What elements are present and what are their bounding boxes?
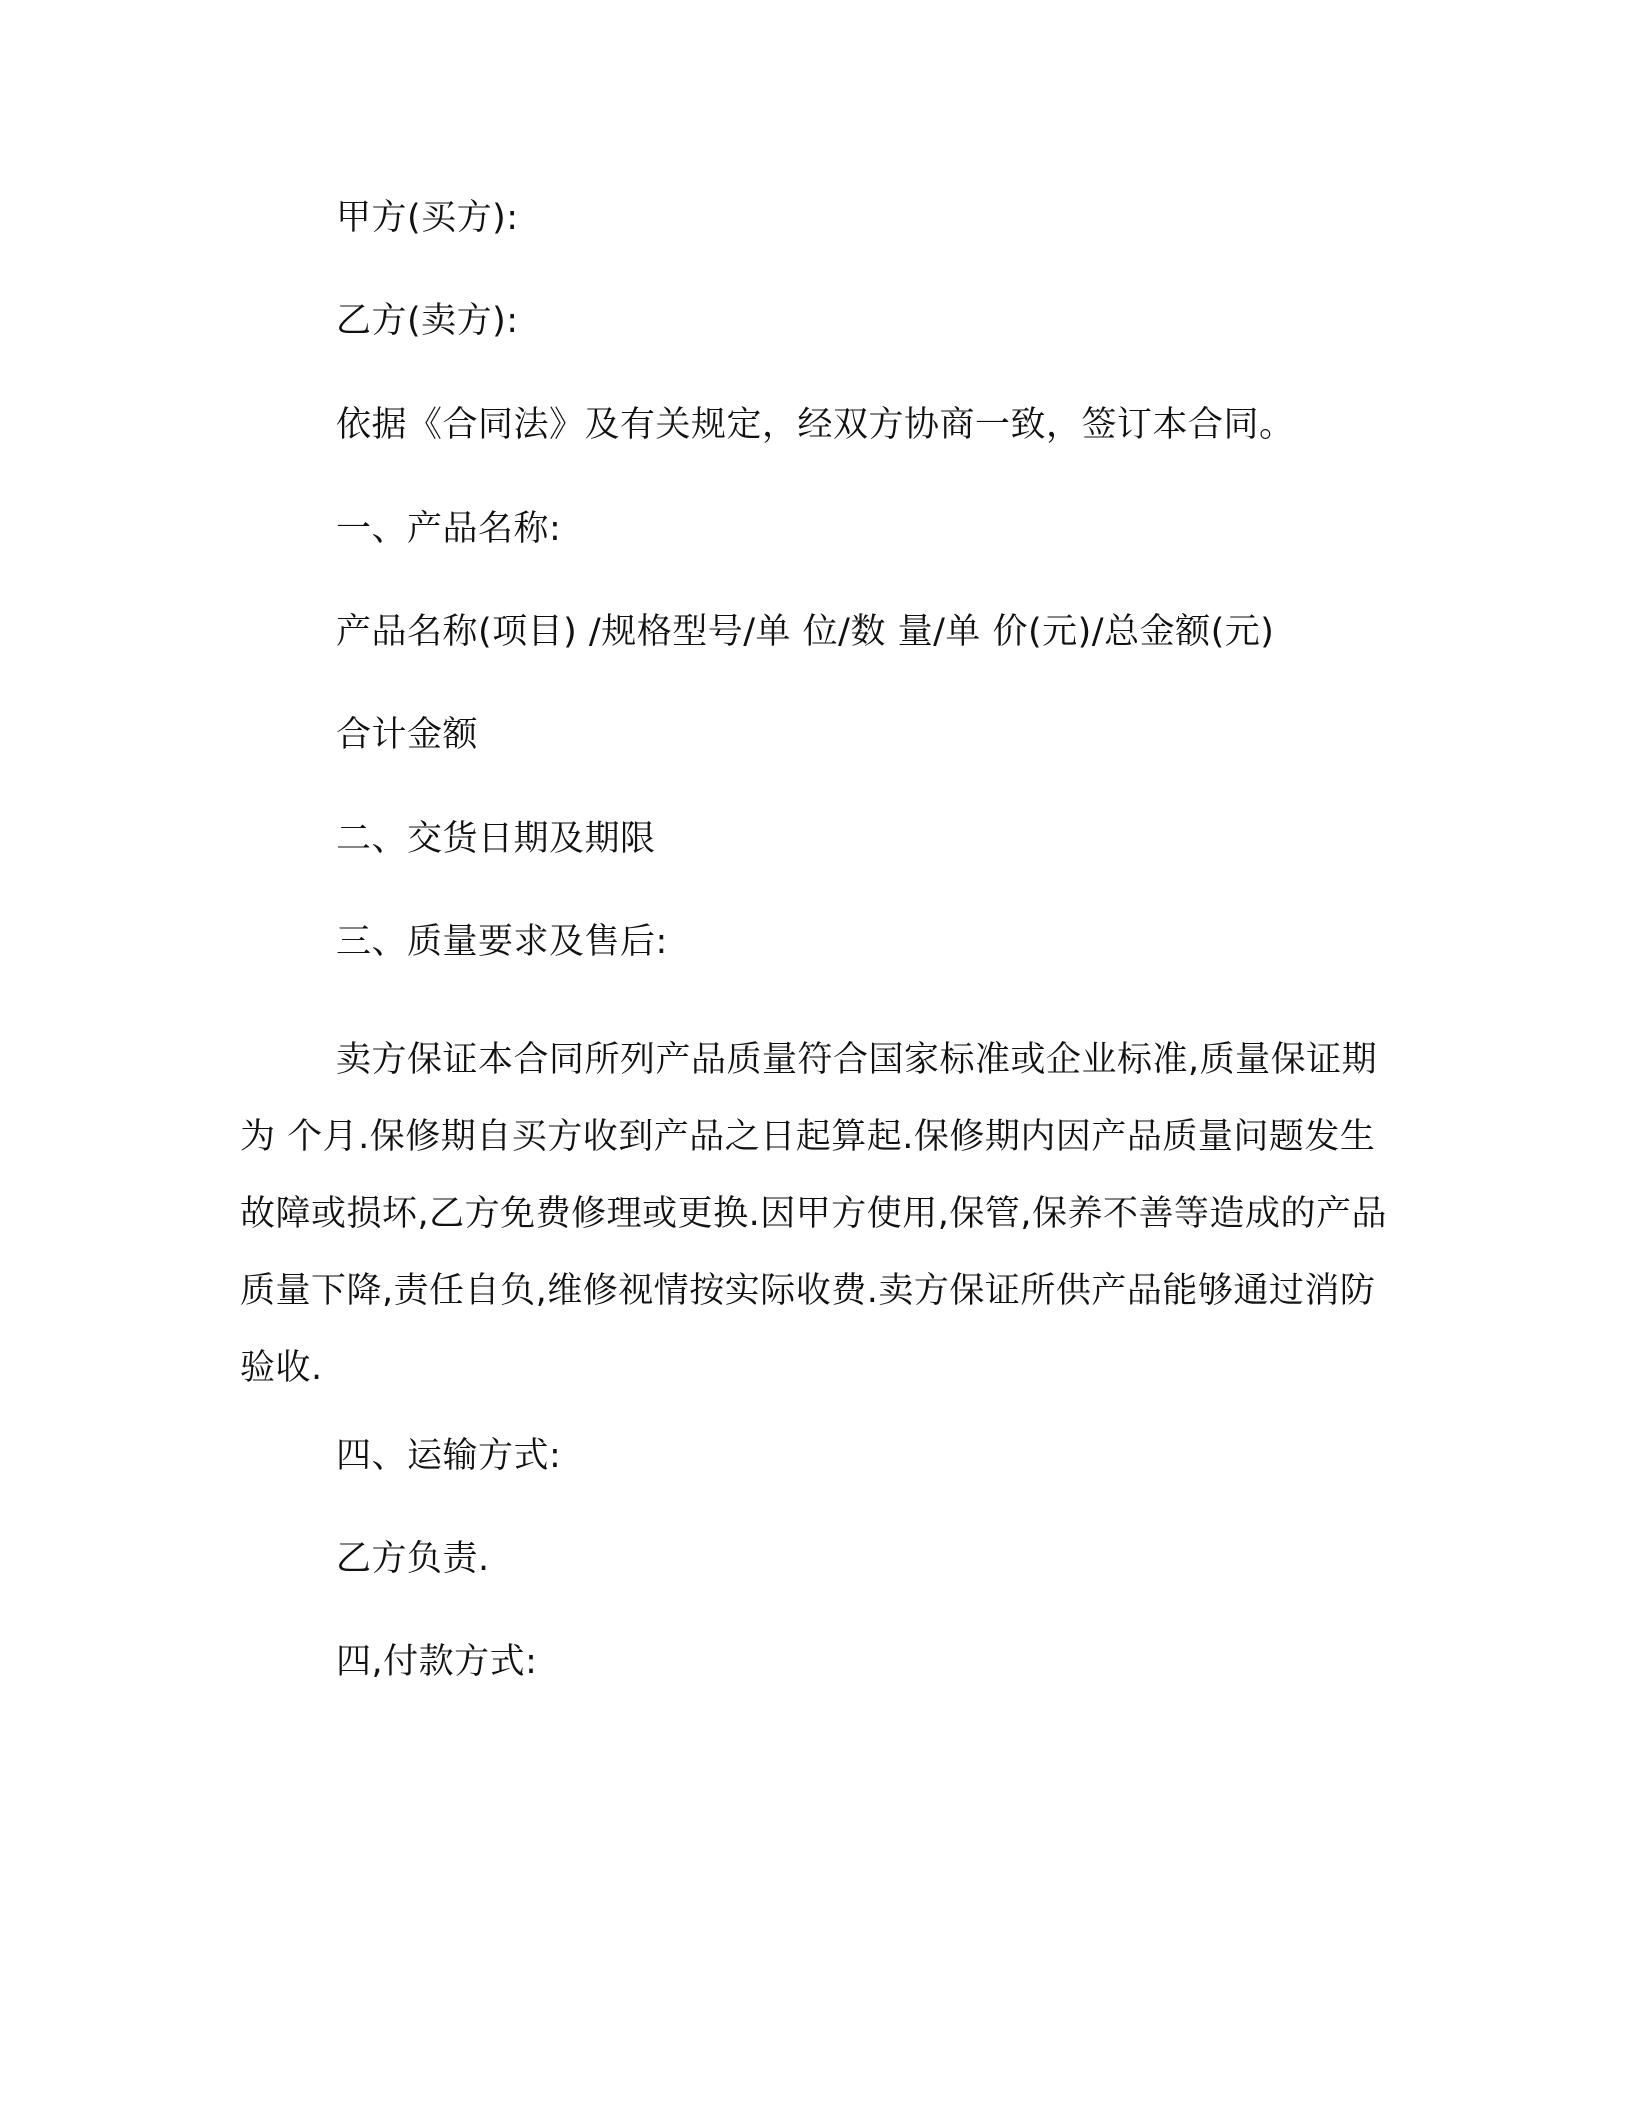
product-columns-line: 产品名称(项目) /规格型号/单 位/数 量/单 价(元)/总金额(元) <box>336 612 1275 652</box>
section2-title: 二、交货日期及期限 <box>336 819 656 859</box>
section3-body: 卖方保证本合同所列产品质量符合国家标准或企业标准,质量保证期为 个月.保修期自买方收到产品之日起算起.保修期内因产品质量问题发生故障或损坏,乙方免费修理或更换.因甲方使用,保管,保养不善等造成的产品质量下降,责任自负,维修视情按实际收费.卖方保证所供产品能够通过消防验收. <box>240 1040 1388 1388</box>
party-b-line: 乙方(卖方): <box>336 301 519 341</box>
section4-body: 乙方负责. <box>336 1539 490 1579</box>
section3-title: 三、质量要求及售后: <box>336 922 668 962</box>
section1-title: 一、产品名称: <box>336 509 562 549</box>
total-amount-line: 合计金额 <box>336 715 479 755</box>
party-a-line: 甲方(买方): <box>336 198 519 238</box>
section5-title: 四,付款方式: <box>336 1642 538 1682</box>
preamble-line: 依据《合同法》及有关规定，经双方协商一致，签订本合同。 <box>336 405 1295 445</box>
section4-title: 四、运输方式: <box>336 1436 562 1476</box>
